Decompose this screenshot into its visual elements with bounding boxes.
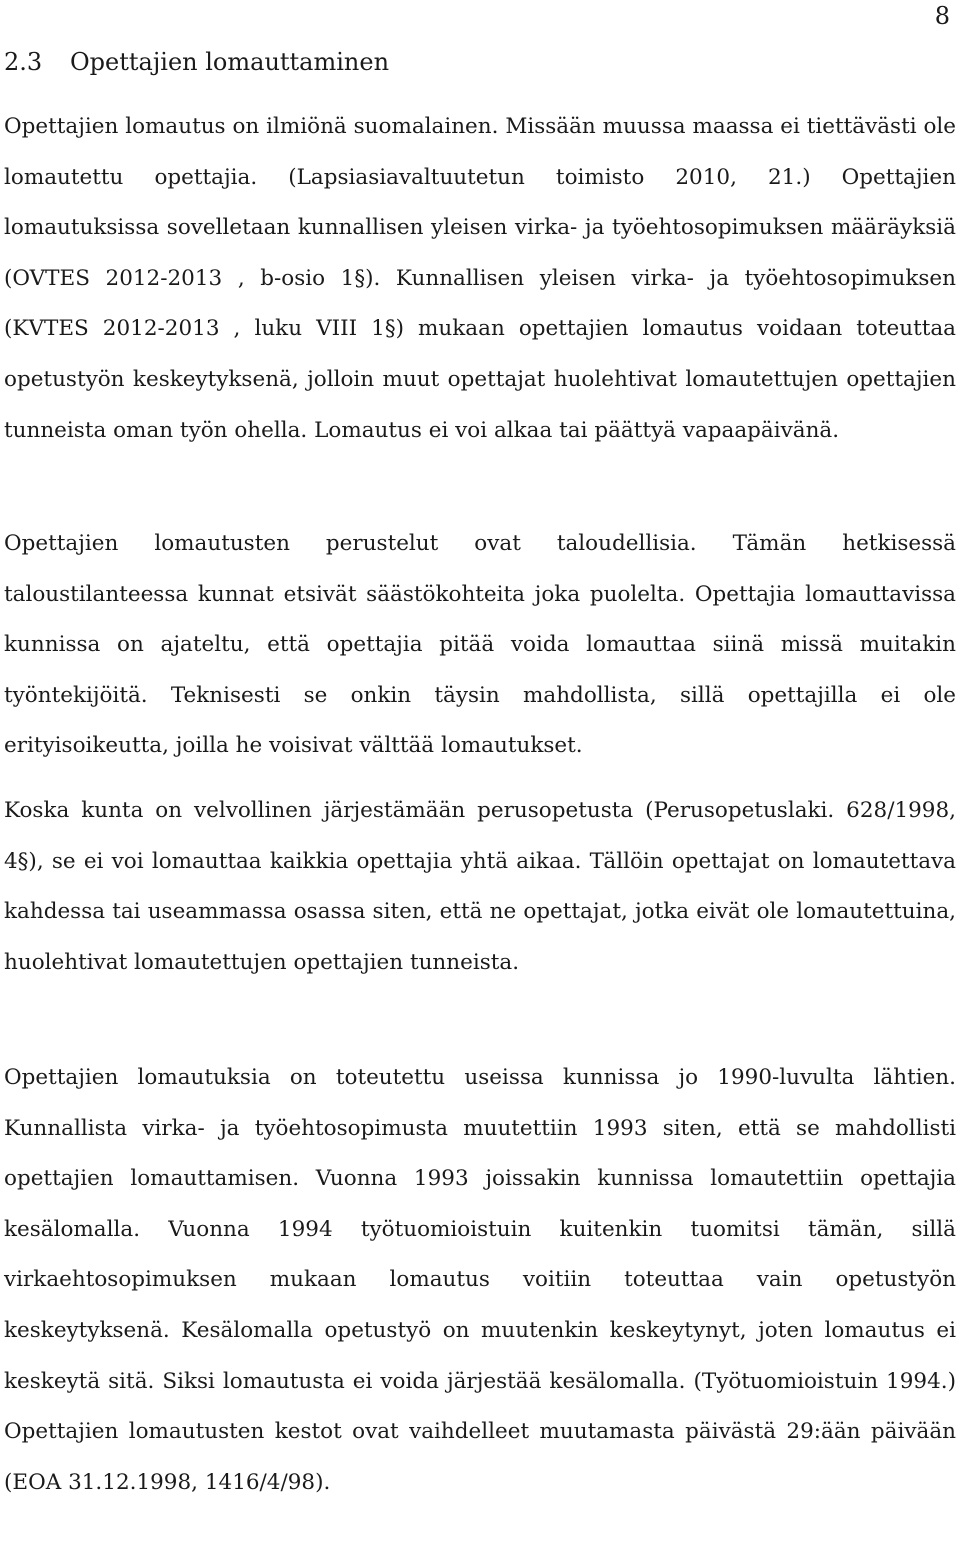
paragraph-4: Opettajien lomautuksia on toteutettu useissa kunnissa jo 1990-luvulta lähtien. Kunnallista virka- ja työehtosopimusta muutettiin 1993 siten, että se mahdollisti opettajien lomauttamisen. Vuonna 1993 joissakin kunnissa lomautettiin opettajia kesälomalla. Vuonna 1994 työtuomioistuin kuitenkin tuomitsi tämän, sillä virkaehtosopimuksen mukaan lomautus voitiin toteuttaa vain opetustyön keskeytyksenä. Kesälomalla opetustyö on muutenkin keskeytynyt, joten lomautus ei keskeytä sitä. Siksi lomautusta ei voida järjestää kesälomalla. (Työtuomioistuin 1994.) Opettajien lomautusten kestot ovat vaihdelleet muutamasta päivästä 29:ään päivään (EOA 31.12.1998, 1416/4/98). — [4, 1065, 956, 1495]
paragraph-2: Opettajien lomautusten perustelut ovat taloudellisia. Tämän hetkisessä taloustilanteessa kunnat etsivät säästökohteita joka puolelta. Opettajia lomauttavissa kunnissa on ajateltu, että opettajia pitää voida lomauttaa siinä missä muitakin työntekijöitä. Teknisesti se onkin täysin mahdollista, sillä opettajilla ei ole erityisoikeutta, joilla he voisivat välttää lomautukset. — [4, 531, 956, 759]
paragraph-3: Koska kunta on velvollinen järjestämään perusopetusta (Perusopetuslaki. 628/1998, 4§), se ei voi lomauttaa kaikkia opettajia yhtä aikaa. Tällöin opettajat on lomautettava kahdessa tai useammassa osassa siten, että ne opettajat, jotka eivät ole lomautettuina, huolehtivat lomautettujen opettajien tunneista. — [4, 798, 956, 975]
section-title: Opettajien lomauttaminen — [70, 48, 390, 76]
page-number: 8 — [934, 2, 950, 30]
section-heading — [4, 46, 389, 78]
section-number: 2.3 — [4, 48, 43, 76]
paragraph-1: Opettajien lomautus on ilmiönä suomalainen. Missään muussa maassa ei tiettävästi ole lomautettu opettajia. (Lapsiasiavaltuutetun toimisto 2010, 21.) Opettajien lomautuksissa sovelletaan kunnallisen yleisen virka- ja työehtosopimuksen määräyksiä (OVTES 2012-2013 , b-osio 1§). Kunnallisen yleisen virka- ja työehtosopimuksen (KVTES 2012-2013 , luku VIII 1§) mukaan opettajien lomautus voidaan toteuttaa opetustyön keskeytyksenä, jolloin muut opettajat huolehtivat lomautettujen opettajien tunneista oman työn ohella. Lomautus ei voi alkaa tai päättyä vapaapäivänä. — [4, 114, 956, 443]
